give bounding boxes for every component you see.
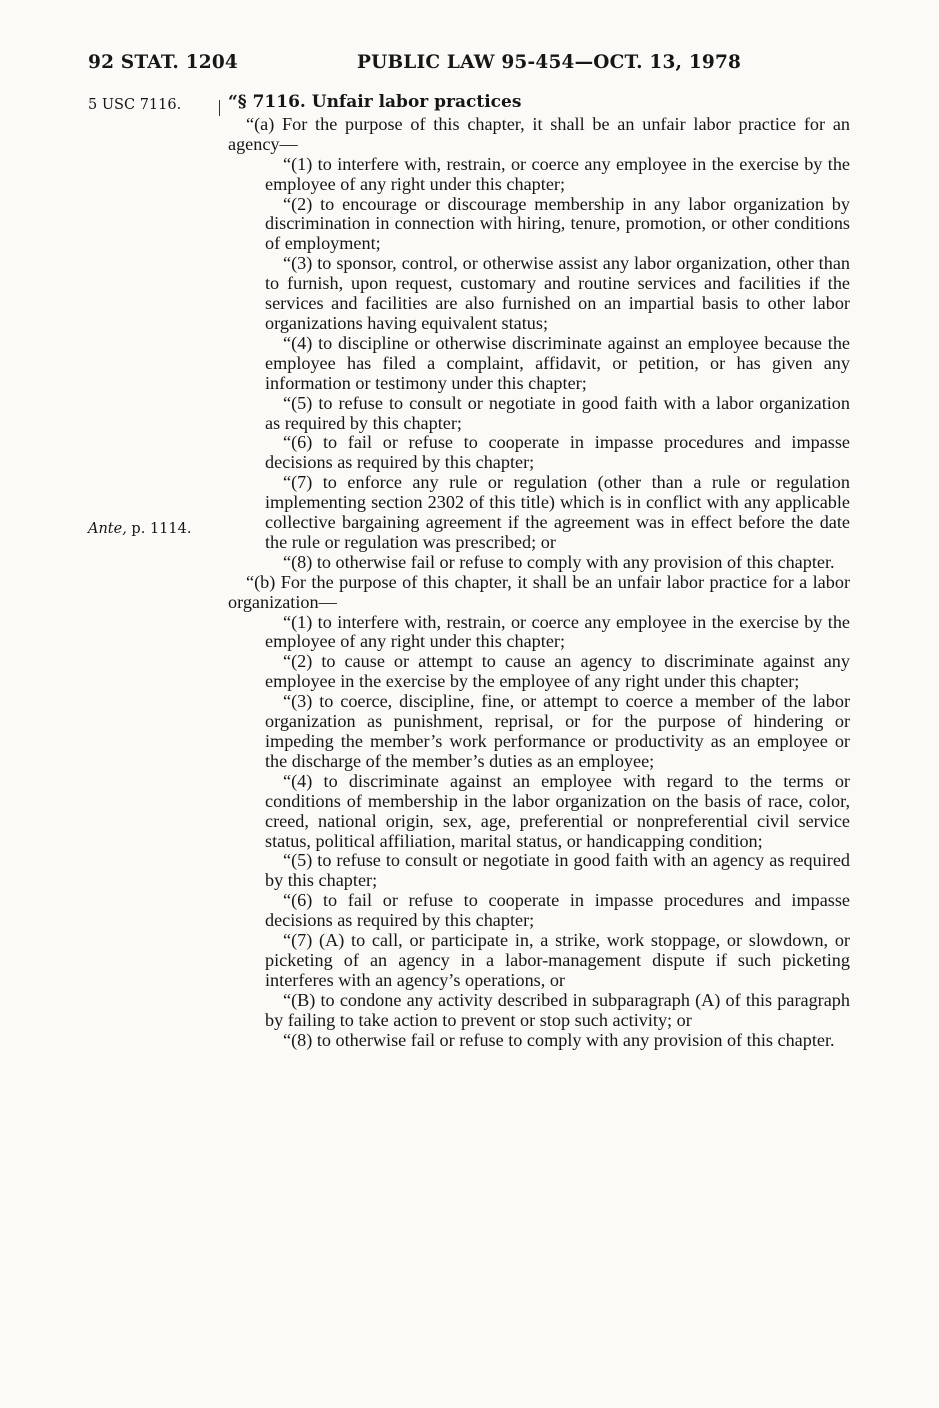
- list-item: “(6) to fail or refuse to cooperate in impasse procedures and impasse decisions as required by this chapter;: [265, 432, 850, 473]
- margin-note-ante: [88, 521, 191, 537]
- list-item: “(7) (A) to call, or participate in, a strike, work stoppage, or slowdown, or picketing of an agency in a labor-management dispute if such picketing interferes with an agency’s operations, or: [265, 930, 850, 990]
- subsection-a-intro: [228, 115, 850, 155]
- list-item: “(8) to otherwise fail or refuse to comply with any provision of this chapter.: [283, 1029, 835, 1050]
- list-item: “(1) to interfere with, restrain, or coerce any employee in the exercise by the employee of any right under this chapter;: [265, 153, 850, 194]
- list-item: “(7) to enforce any rule or regulation (other than a rule or regulation implementing section 2302 of this title) which is in conflict with any applicable collective bargaining agreement if the agreement was in effect before the date the rule or regulation was prescribed; or: [265, 472, 850, 552]
- list-item: “(6) to fail or refuse to cooperate in impasse procedures and impasse decisions as required by this chapter;: [265, 890, 850, 931]
- subsection-b-intro: [228, 573, 850, 613]
- section-body: [228, 93, 850, 1051]
- list-item: “(3) to sponsor, control, or otherwise assist any labor organization, other than to furnish, upon request, customary and routine services and facilities if the services and facilities are also furnished on an impartial basis to other labor organizations having equivalent status;: [265, 253, 850, 333]
- margin-note-usc: 5 USC 7116.: [88, 97, 182, 113]
- public-law-header: PUBLIC LAW 95-454—OCT. 13, 1978: [357, 52, 742, 73]
- margin-note-ante-italic: Ante,: [88, 521, 127, 537]
- list-item: “(3) to coerce, discipline, fine, or attempt to coerce a member of the labor organization as punishment, reprisal, or for the purpose of hindering or impeding the member’s work performance or productivity as an employee or the discharge of the member’s duties as an employee;: [265, 691, 850, 771]
- list-item: “(8) to otherwise fail or refuse to comply with any provision of this chapter.: [283, 551, 835, 572]
- page-stat-citation: 92 STAT. 1204: [88, 52, 238, 73]
- section-heading: “§ 7116. Unfair labor practices: [228, 92, 522, 112]
- list-item: “(5) to refuse to consult or negotiate in good faith with a labor organization as required by this chapter;: [265, 392, 850, 433]
- list-item: “(2) to encourage or discourage membership in any labor organization by discrimination in connection with hiring, tenure, promotion, or other conditions of employment;: [265, 193, 850, 254]
- margin-bar: [219, 100, 220, 116]
- list-item: “(2) to cause or attempt to cause an agency to discriminate against any employee in the exercise by the employee of any right under this chapter;: [265, 651, 850, 692]
- margin-note-ante-page: p. 1114.: [126, 521, 192, 537]
- list-item: “(4) to discriminate against an employee with regard to the terms or conditions of membership in the labor organization on the basis of race, color, creed, national origin, sex, age, preferential or nonpreferential civil service status, political affiliation, marital status, or handicapping condition;: [265, 770, 850, 851]
- list-item: “(5) to refuse to consult or negotiate in good faith with an agency as required by this chapter;: [265, 850, 850, 891]
- subsection-b-text: “(b) For the purpose of this chapter, it shall be an unfair labor practice for a labor organization—: [228, 571, 850, 612]
- subsection-a-text: “(a) For the purpose of this chapter, it shall be an unfair labor practice for an agency—: [228, 113, 850, 154]
- list-item: “(B) to condone any activity described in subparagraph (A) of this paragraph by failing to take action to prevent or stop such activity; or: [265, 989, 850, 1030]
- list-item: “(1) to interfere with, restrain, or coerce any employee in the exercise by the employee of any right under this chapter;: [265, 611, 850, 652]
- list-item: “(4) to discipline or otherwise discriminate against an employee because the employee has filed a complaint, affidavit, or petition, or has given any information or testimony under this chapter;: [265, 332, 850, 393]
